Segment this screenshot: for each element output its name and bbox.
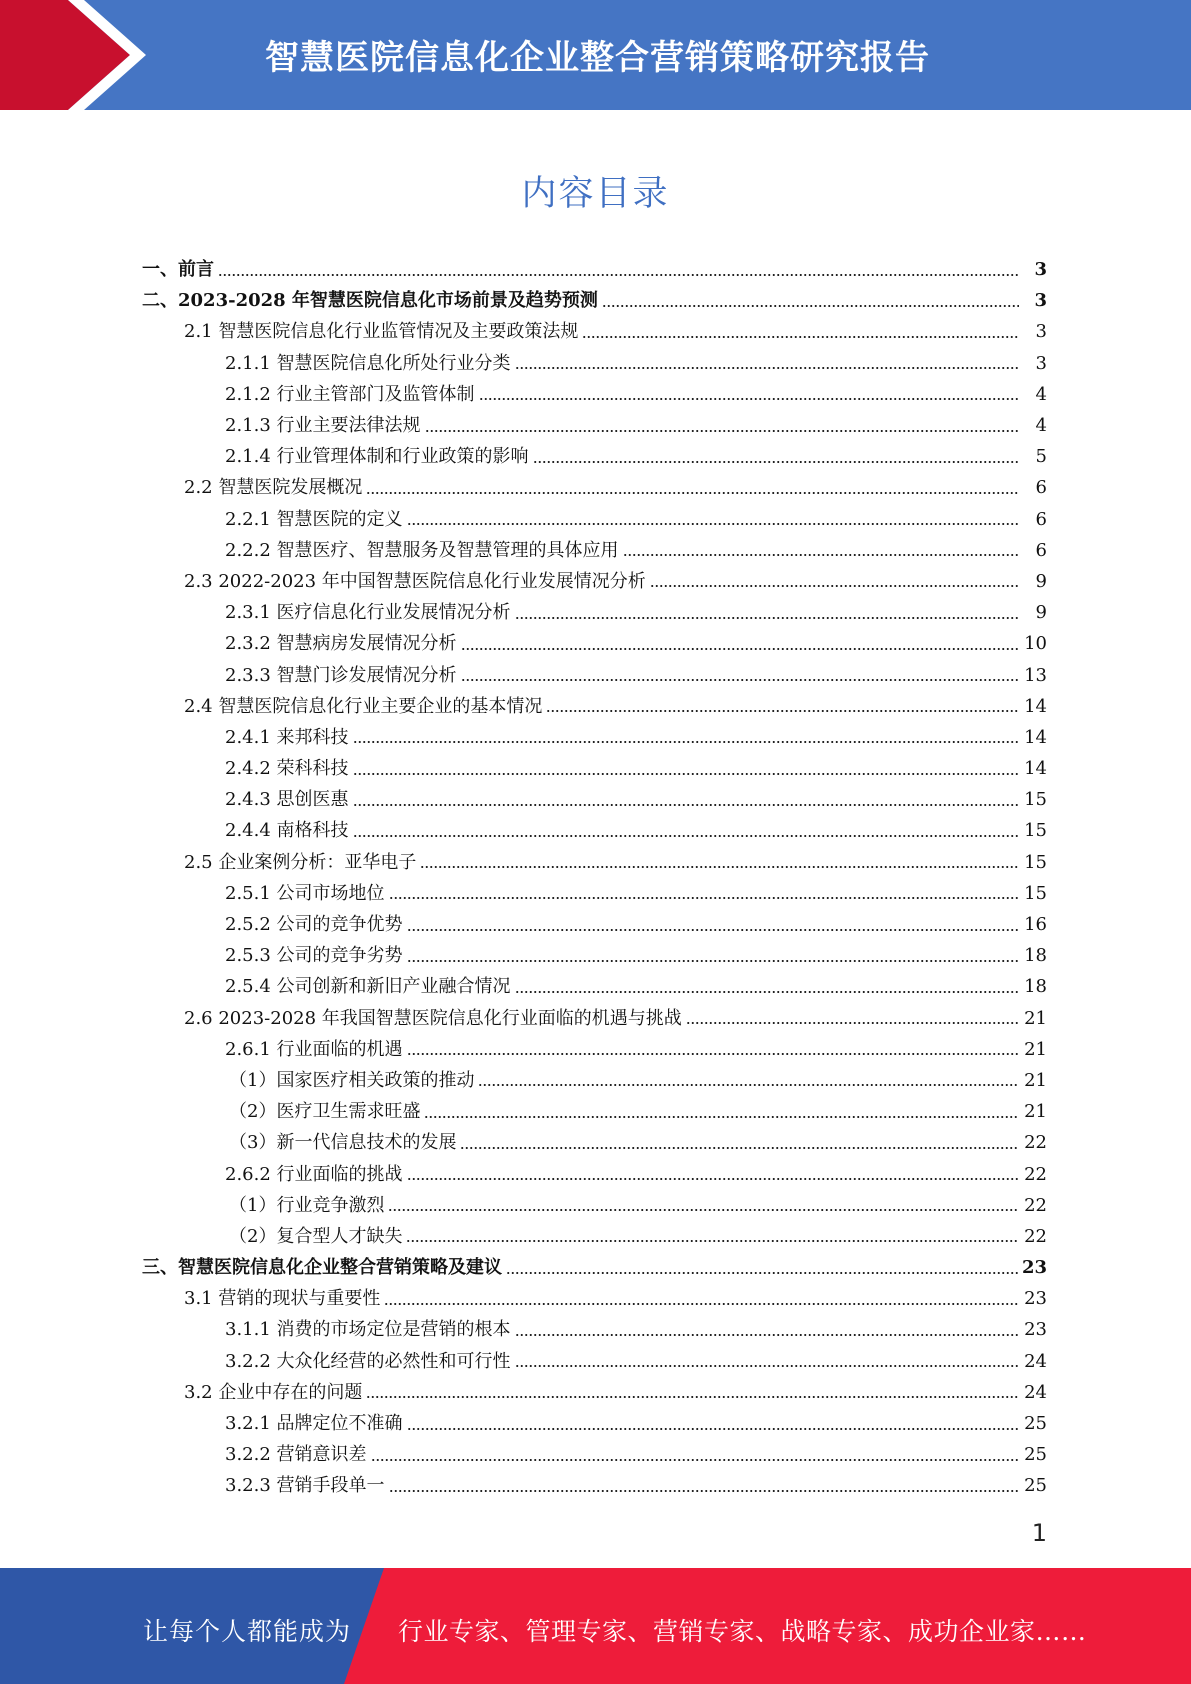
toc-entry-title: （2）医疗卫生需求旺盛 (229, 1101, 421, 1123)
toc-entry-title: 2.2 智慧医院发展概况 (184, 477, 363, 499)
dot-leader (407, 1426, 1019, 1432)
toc-entry-page: 23 (1024, 1319, 1047, 1341)
toc-entry-page: 23 (1024, 1288, 1047, 1310)
toc-entry[interactable] (0, 597, 1191, 628)
dot-leader (515, 1363, 1019, 1369)
toc-entry-title: 2.4.1 来邦科技 (225, 726, 349, 748)
toc-entry-title: 2.4.3 思创医惠 (225, 789, 349, 811)
toc-entry-page: 18 (1024, 945, 1047, 967)
toc-entry-title: 2.3.1 医疗信息化行业发展情况分析 (225, 602, 511, 624)
toc-entry-page: 25 (1024, 1444, 1047, 1466)
dot-leader (366, 1394, 1019, 1400)
toc-entry[interactable] (0, 316, 1191, 347)
dot-leader (461, 646, 1019, 652)
dot-leader (353, 802, 1019, 808)
toc-entry-page: 16 (1024, 914, 1047, 936)
toc-entry-page: 23 (1021, 1257, 1047, 1279)
dot-leader (623, 552, 1019, 558)
toc-entry-title: 2.1 智慧医院信息化行业监管情况及主要政策法规 (184, 321, 579, 343)
toc-entry-page: 24 (1024, 1381, 1047, 1403)
dot-leader (389, 895, 1019, 901)
dot-leader (353, 739, 1019, 745)
toc-entry[interactable] (0, 441, 1191, 472)
dot-leader (353, 771, 1019, 777)
dot-leader (366, 490, 1019, 496)
toc-entry-page: 9 (1035, 602, 1047, 624)
dot-leader (424, 1114, 1019, 1120)
toc-entry[interactable] (0, 1065, 1191, 1096)
footer-slogan-right: 行业专家、管理专家、营销专家、战略专家、成功企业家…… (398, 1617, 1087, 1646)
toc-entry-page: 3 (1034, 259, 1047, 281)
toc-entry[interactable] (0, 784, 1191, 815)
dot-leader (407, 521, 1019, 527)
toc-entry-page: 4 (1035, 383, 1047, 405)
toc-entry-title: （3）新一代信息技术的发展 (229, 1132, 457, 1154)
dot-leader (425, 428, 1019, 434)
toc-entry[interactable] (0, 254, 1191, 285)
toc-entry-page: 5 (1035, 446, 1047, 468)
toc-entry[interactable] (0, 1221, 1191, 1252)
toc-entry-title: 3.2.2 大众化经营的必然性和可行性 (225, 1350, 511, 1372)
toc-entry[interactable] (0, 1314, 1191, 1345)
toc-entry-title: 3.2.1 品牌定位不准确 (225, 1413, 403, 1435)
toc-entry[interactable] (0, 909, 1191, 940)
toc-entry-page: 25 (1024, 1475, 1047, 1497)
toc-entry-title: 2.5.2 公司的竞争优势 (225, 914, 403, 936)
toc-entry-title: 2.3.2 智慧病房发展情况分析 (225, 633, 457, 655)
toc-entry[interactable] (0, 1190, 1191, 1221)
toc-entry[interactable] (0, 1003, 1191, 1034)
dot-leader (371, 1457, 1019, 1463)
toc-entry-page: 3 (1034, 290, 1047, 312)
dot-leader (420, 864, 1019, 870)
toc-entry[interactable] (0, 348, 1191, 379)
toc-entry-title: 3.2.2 营销意识差 (225, 1444, 367, 1466)
toc-entry[interactable] (0, 753, 1191, 784)
report-title: 智慧医院信息化企业整合营销策略研究报告 (265, 38, 930, 78)
toc-entry[interactable] (0, 535, 1191, 566)
dot-leader (407, 1176, 1019, 1182)
toc-entry-page: 6 (1035, 539, 1047, 561)
toc-entry-title: 2.4 智慧医院信息化行业主要企业的基本情况 (184, 695, 543, 717)
toc-entry-page: 21 (1024, 1038, 1047, 1060)
dot-leader (478, 1082, 1019, 1088)
dot-leader (546, 708, 1019, 714)
toc-entry[interactable] (0, 847, 1191, 878)
toc-entry[interactable] (0, 1158, 1191, 1189)
toc-entry-title: （1）国家医疗相关政策的推动 (229, 1069, 475, 1091)
toc-entry-title: 3.1.1 消费的市场定位是营销的根本 (225, 1319, 511, 1341)
dot-leader (460, 1145, 1019, 1151)
toc-entry-page: 21 (1024, 1007, 1047, 1029)
header-banner (0, 0, 1191, 110)
dot-leader (218, 272, 1019, 278)
dot-leader (515, 989, 1019, 995)
toc-entry[interactable] (0, 566, 1191, 597)
toc-entry-page: 22 (1024, 1132, 1047, 1154)
dot-leader (602, 303, 1019, 309)
toc-entry[interactable] (0, 1034, 1191, 1065)
dot-leader (407, 958, 1019, 964)
dot-leader (650, 583, 1019, 589)
toc-entry-page: 24 (1024, 1350, 1047, 1372)
dot-leader (461, 677, 1019, 683)
toc-entry-title: 2.5.1 公司市场地位 (225, 882, 385, 904)
dot-leader (506, 1270, 1019, 1276)
toc-entry-title: （1）行业竞争激烈 (229, 1194, 385, 1216)
dot-leader (479, 396, 1019, 402)
toc-heading: 内容目录 (521, 174, 670, 214)
toc-entry-title: 2.1.2 行业主管部门及监管体制 (225, 383, 475, 405)
dot-leader (406, 1238, 1019, 1244)
dot-leader (533, 459, 1019, 465)
toc-entry[interactable] (0, 1439, 1191, 1470)
dot-leader (686, 1020, 1019, 1026)
toc-entry[interactable] (0, 628, 1191, 659)
toc-entry-title: 2.2.1 智慧医院的定义 (225, 508, 403, 530)
toc-entry[interactable] (0, 1127, 1191, 1158)
toc-entry-page: 13 (1024, 664, 1047, 686)
dot-leader (389, 1488, 1019, 1494)
toc-entry-page: 4 (1035, 415, 1047, 437)
toc-entry-title: 2.3 2022-2023 年中国智慧医院信息化行业发展情况分析 (184, 570, 646, 592)
toc-entry-title: 2.6.1 行业面临的机遇 (225, 1038, 403, 1060)
dot-leader (384, 1301, 1019, 1307)
dot-leader (515, 615, 1019, 621)
toc-entry-page: 3 (1035, 352, 1047, 374)
toc-entry[interactable] (0, 410, 1191, 441)
toc-entry-page: 10 (1024, 633, 1047, 655)
toc-entry-title: （2）复合型人才缺失 (229, 1225, 403, 1247)
toc-entry-page: 9 (1035, 570, 1047, 592)
toc-entry-page: 21 (1024, 1069, 1047, 1091)
toc-entry-page: 3 (1035, 321, 1047, 343)
toc-entry-page: 15 (1024, 789, 1047, 811)
dot-leader (515, 365, 1019, 371)
toc-entry[interactable] (0, 1470, 1191, 1501)
toc-entry-page: 22 (1024, 1194, 1047, 1216)
page-number: 1 (1031, 1519, 1047, 1547)
dot-leader (353, 833, 1019, 839)
toc-entry-title: 三、智慧医院信息化企业整合营销策略及建议 (142, 1257, 502, 1279)
toc-entry-page: 15 (1024, 882, 1047, 904)
toc-entry-page: 22 (1024, 1163, 1047, 1185)
toc-entry[interactable] (0, 659, 1191, 690)
toc-entry-title: 3.1 营销的现状与重要性 (184, 1288, 381, 1310)
footer-banner (0, 1568, 1191, 1684)
toc-entry[interactable] (0, 1408, 1191, 1439)
toc-entry-title: 2.5.3 公司的竞争劣势 (225, 945, 403, 967)
toc-entry[interactable] (0, 504, 1191, 535)
dot-leader (515, 1332, 1019, 1338)
toc-entry[interactable] (0, 472, 1191, 503)
dot-leader (407, 927, 1019, 933)
toc-entry-title: 2.1.4 行业管理体制和行业政策的影响 (225, 446, 529, 468)
toc-entry-page: 15 (1024, 851, 1047, 873)
toc-entry[interactable] (0, 691, 1191, 722)
toc-entry[interactable] (0, 722, 1191, 753)
header-arrow-decoration (0, 0, 160, 110)
toc-entry-page: 14 (1024, 758, 1047, 780)
toc-entry[interactable] (0, 878, 1191, 909)
toc-entry[interactable] (0, 1283, 1191, 1314)
toc-entry-title: 一、前言 (142, 259, 214, 281)
toc-entry[interactable] (0, 940, 1191, 971)
toc-entry-title: 3.2 企业中存在的问题 (184, 1381, 363, 1403)
toc-entry-page: 22 (1024, 1225, 1047, 1247)
toc-entry-page: 14 (1024, 726, 1047, 748)
dot-leader (582, 334, 1019, 340)
toc-entry[interactable] (0, 379, 1191, 410)
table-of-contents (0, 254, 1191, 1502)
toc-entry[interactable] (0, 285, 1191, 316)
toc-entry-page: 18 (1024, 976, 1047, 998)
toc-entry-title: 2.4.2 荣科科技 (225, 758, 349, 780)
toc-entry[interactable] (0, 1096, 1191, 1127)
toc-entry-title: 二、2023-2028 年智慧医院信息化市场前景及趋势预测 (142, 290, 598, 312)
toc-entry-title: 2.6 2023-2028 年我国智慧医院信息化行业面临的机遇与挑战 (184, 1007, 682, 1029)
toc-entry-page: 25 (1024, 1413, 1047, 1435)
toc-entry-title: 3.2.3 营销手段单一 (225, 1475, 385, 1497)
toc-entry-page: 6 (1035, 477, 1047, 499)
dot-leader (388, 1207, 1019, 1213)
toc-entry-page: 15 (1024, 820, 1047, 842)
toc-entry-title: 2.1.1 智慧医院信息化所处行业分类 (225, 352, 511, 374)
toc-entry[interactable] (0, 815, 1191, 846)
toc-entry[interactable] (0, 971, 1191, 1002)
toc-entry[interactable] (0, 1252, 1191, 1283)
toc-entry-title: 2.1.3 行业主要法律法规 (225, 415, 421, 437)
toc-entry-title: 2.2.2 智慧医疗、智慧服务及智慧管理的具体应用 (225, 539, 619, 561)
toc-entry-page: 6 (1035, 508, 1047, 530)
toc-entry-title: 2.4.4 南格科技 (225, 820, 349, 842)
dot-leader (407, 1051, 1019, 1057)
toc-entry-title: 2.6.2 行业面临的挑战 (225, 1163, 403, 1185)
footer-slogan-left: 让每个人都能成为 (143, 1617, 352, 1646)
toc-entry-page: 14 (1024, 695, 1047, 717)
toc-entry-title: 2.5.4 公司创新和新旧产业融合情况 (225, 976, 511, 998)
toc-entry-page: 21 (1024, 1101, 1047, 1123)
toc-entry-title: 2.5 企业案例分析：亚华电子 (184, 851, 417, 873)
toc-entry-title: 2.3.3 智慧门诊发展情况分析 (225, 664, 457, 686)
toc-entry[interactable] (0, 1377, 1191, 1408)
toc-entry[interactable] (0, 1346, 1191, 1377)
